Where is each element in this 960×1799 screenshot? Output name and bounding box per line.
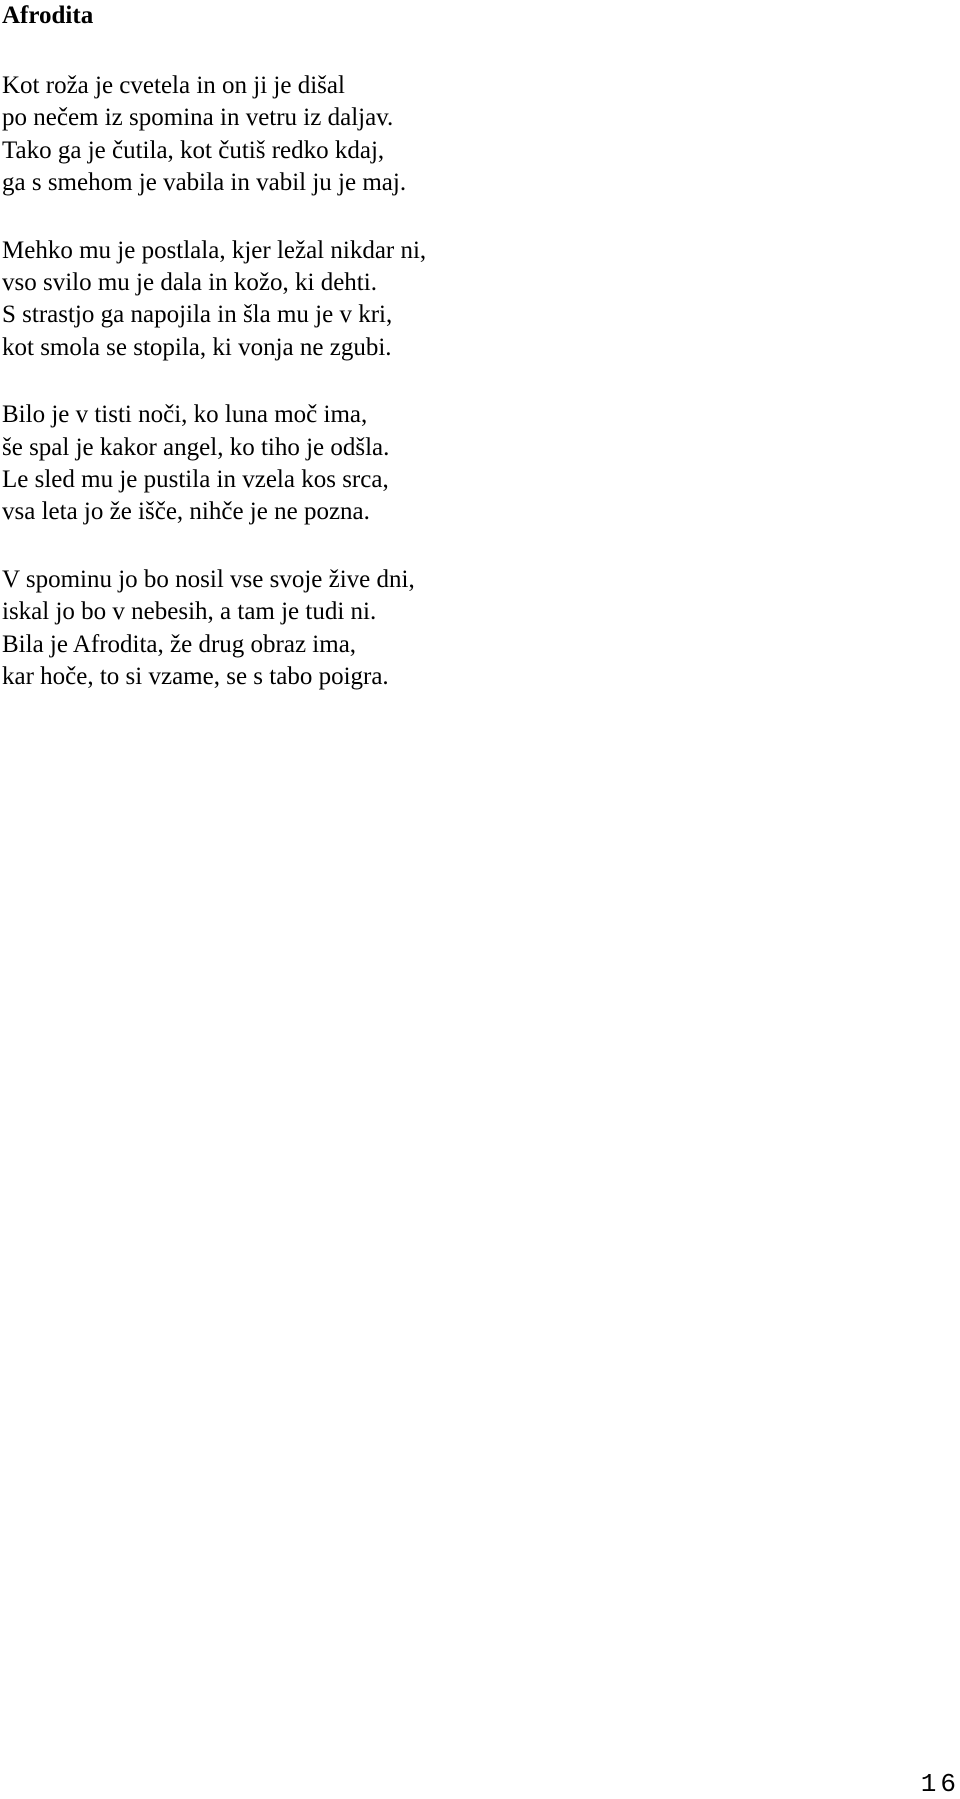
- poem-line: kot smola se stopila, ki vonja ne zgubi.: [2, 333, 392, 361]
- poem-title: Afrodita: [2, 2, 94, 29]
- poem-line: Bilo je v tisti noči, ko luna moč ima,: [2, 401, 368, 429]
- poem-line: vsa leta jo že išče, nihče je ne pozna.: [2, 498, 370, 526]
- poem-line: po nečem iz spomina in vetru iz daljav.: [2, 104, 394, 132]
- stanza: [2, 564, 902, 694]
- poem-line: S strastjo ga napojila in šla mu je v kri,: [2, 301, 393, 329]
- poem-line: ga s smehom je vabila in vabil ju je maj.: [2, 169, 407, 197]
- poem-line: Le sled mu je pustila in vzela kos srca,: [2, 466, 389, 494]
- poem-line: Bila je Afrodita, že drug obraz ima,: [2, 630, 357, 658]
- poem-line: Kot roža je cvetela in on ji je dišal: [2, 72, 345, 99]
- poem-line: Mehko mu je postlala, kjer ležal nikdar ni,: [2, 236, 427, 264]
- poem-line: V spominu jo bo nosil vse svoje žive dni,: [2, 565, 415, 593]
- poem-line: iskal jo bo v nebesih, a tam je tudi ni.: [2, 598, 377, 626]
- stanza: [2, 399, 902, 529]
- stanza: [2, 70, 902, 200]
- page-number: 16: [920, 1769, 960, 1799]
- poem-line: še spal je kakor angel, ko tiho je odšla.: [2, 433, 390, 461]
- stanza: [2, 235, 902, 365]
- poem-body: [2, 70, 902, 729]
- poem-line: vso svilo mu je dala in kožo, ki dehti.: [2, 269, 377, 297]
- poem-line: Tako ga je čutila, kot čutiš redko kdaj,: [2, 136, 385, 164]
- poem-line: kar hoče, to si vzame, se s tabo poigra.: [2, 663, 389, 691]
